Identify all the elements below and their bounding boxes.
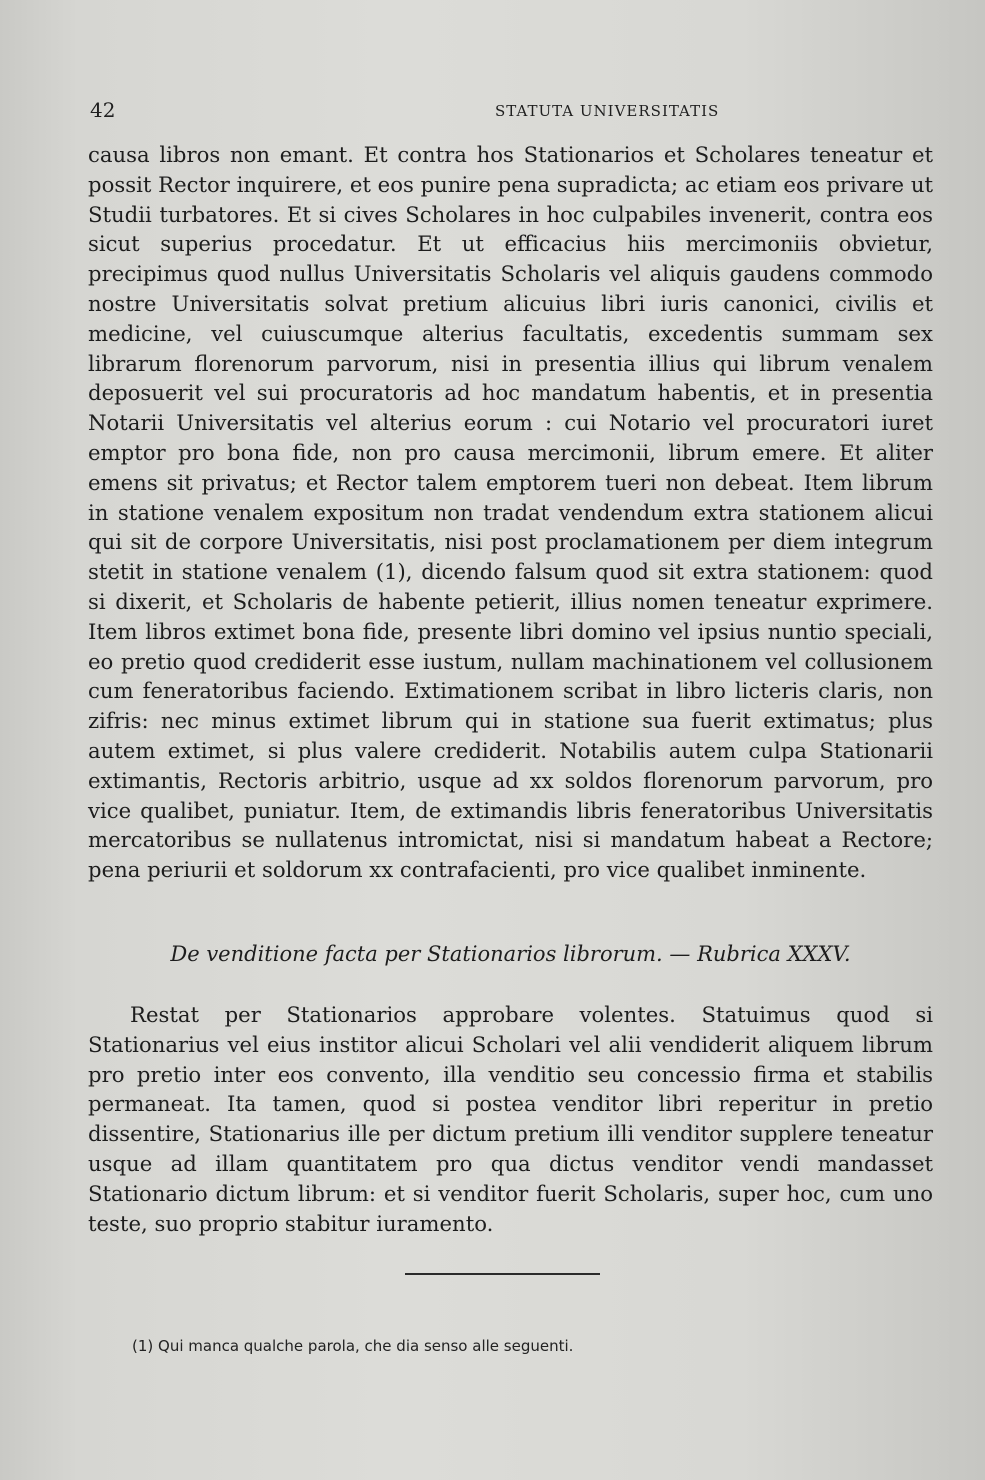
footnote-separator [405,1273,600,1275]
running-title: STATUTA UNIVERSITATIS [495,102,720,120]
page-number: 42 [90,98,116,122]
second-text [88,1000,933,1238]
paragraph-1: causa libros non emant. Et contra hos Stationarios et Scholares teneatur et possit Rector inquirere, et eos punire pena supradicta; ac etiam eos privare ut Studii turbatores. Et si cives Scholares in hoc culpabiles invenerit, contra eos sicut superius procedatur. Et ut efficacius hiis mercimoniis obvietur, precipimus quod nullus Universitatis Scholaris vel aliquis gaudens commodo nostre Universitatis solvat pretium alicuius libri iuris canonici, civilis et medicine, vel cuiuscumque alterius facultatis, excedentis summam sex librarum florenorum parvorum, nisi in presentia illius qui librum venalem deposuerit vel sui procuratoris ad hoc mandatum habentis, et in presentia Notarii Universitatis vel alterius eorum : cui Notario vel procuratori iuret emptor pro bona fide, non pro causa mercimonii, librum emere. Et aliter emens sit privatus; et Rector talem emptorem tueri non debeat. Item librum in statione venalem expositum non tradat vendendum extra stationem alicui qui sit de corpore Universitatis, nisi post proclamationem per diem integrum stetit in statione venalem (1), dicendo falsum quod sit extra stationem: quod si dixerit, et Scholaris de habente petierit, illius nomen teneatur exprimere. Item libros extimet bona fide, presente libri domino vel ipsius nuntio speciali, eo pretio quod crediderit esse iustum, nullam machinationem vel collusionem cum feneratoribus faciendo. Extimationem scribat in libro licteris claris, non zifris: nec minus extimet librum qui in statione sua fuerit extimatus; plus autem extimet, si plus valere crediderit. Notabilis autem culpa Stationarii extimantis, Rectoris arbitrio, usque ad xx soldos florenorum parvorum, pro vice qualibet, puniatur. Item, de extimandis libris feneratoribus Universitatis mercatoribus se nullatenus intromictat, nisi si mandatum habeat a Rectore; pena periurii et soldorum xx contrafacienti, pro vice qualibet inminente. [88,142,933,883]
footnote: (1) Qui manca qualche parola, che dia senso alle seguenti. [132,1337,574,1355]
main-text [88,140,933,885]
paragraph-2: Restat per Stationarios approbare volentes. Statuimus quod si Stationarius vel eius institor alicui Scholari vel alii vendiderit aliquem librum pro pretio inter eos convento, illa venditio seu concessio firma et stabilis permaneat. Ita tamen, quod si postea venditor libri reperitur in pretio dissentire, Stationarius ille per dictum pretium illi venditor supplere teneatur usque ad illam quantitatem pro qua dictus venditor vendi mandasset Stationario dictum librum: et si venditor fuerit Scholaris, super hoc, cum uno teste, suo proprio stabitur iuramento. [88,1002,933,1236]
rubric-heading: De venditione facta per Stationarios librorum. — Rubrica XXXV. [170,942,851,966]
page-header [90,98,940,128]
